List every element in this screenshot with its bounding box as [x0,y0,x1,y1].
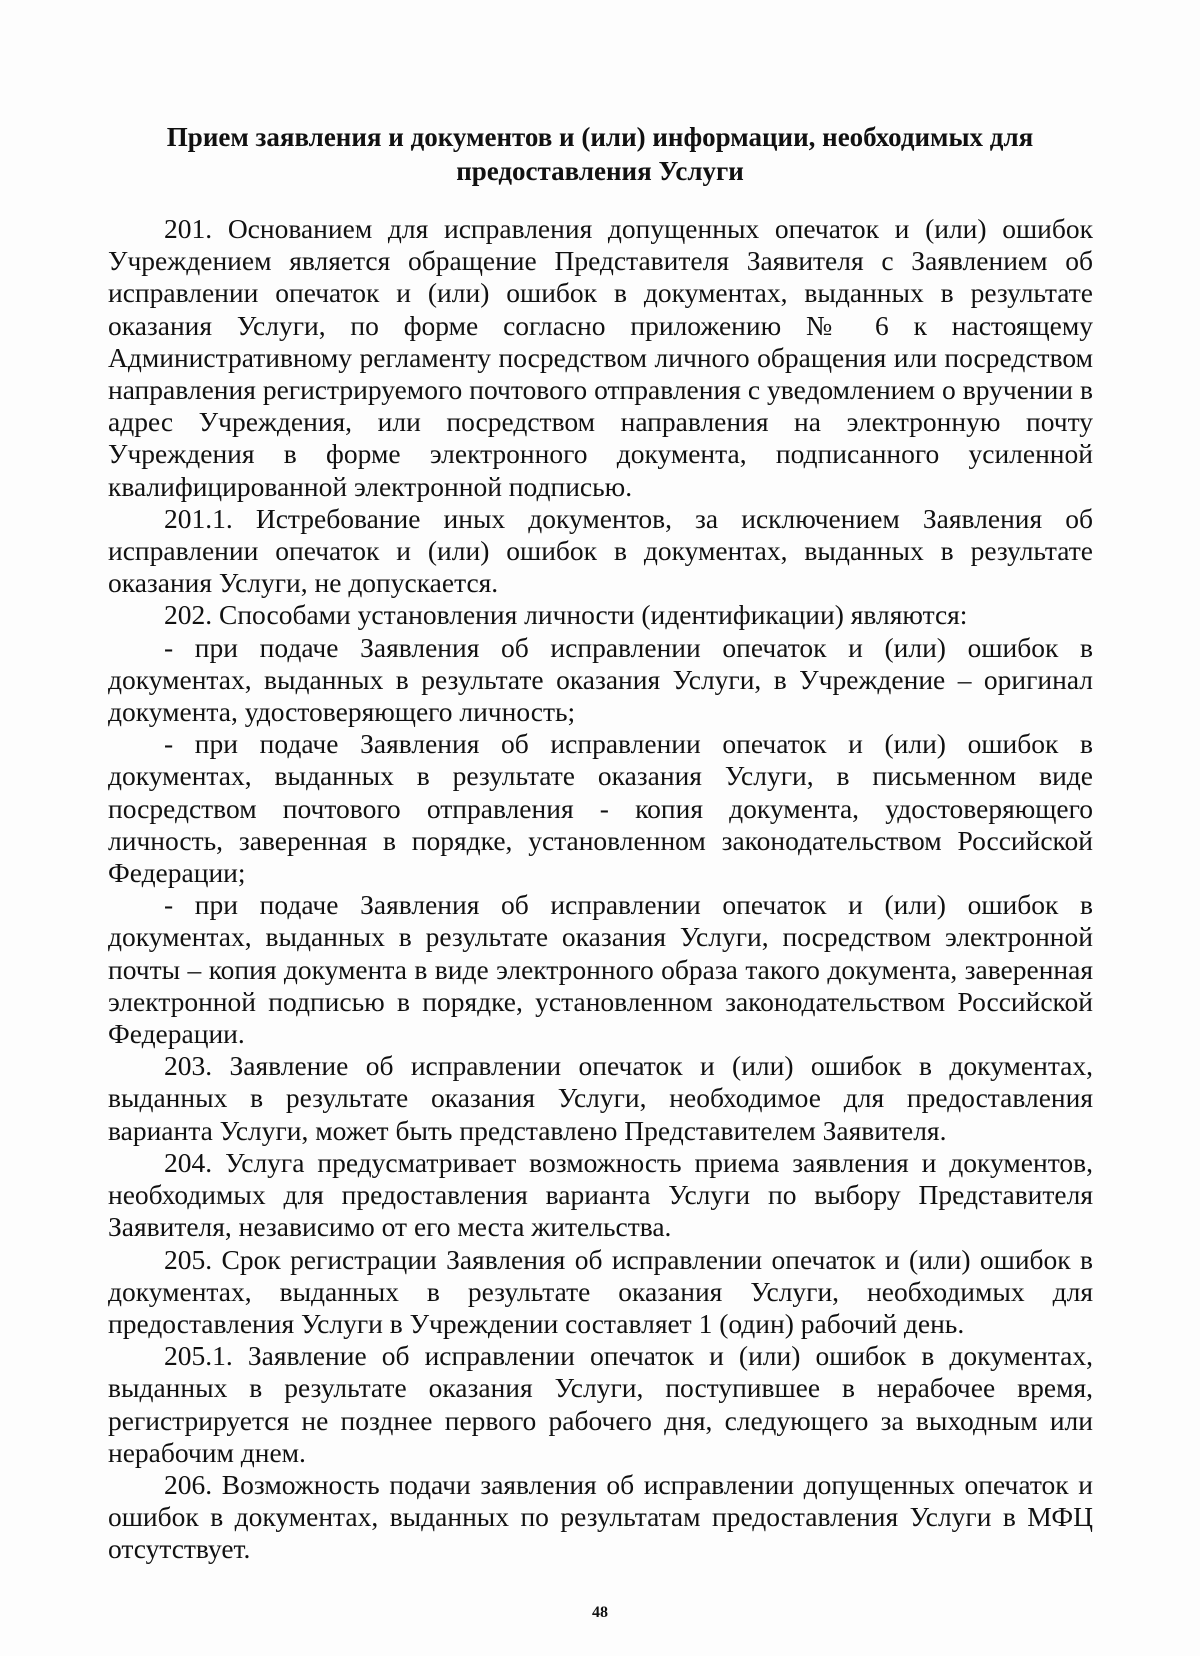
section-title [100,120,1100,188]
list-item-postal-submission: - при подаче Заявления об исправлении опечаток и (или) ошибок в документах, выданных в результате оказания Услуги, в письменном виде посредством почтового отправления - копия документа, удостоверяющего личность, заверенная в порядке, установленном законодательством Российской Федерации; [108,728,1093,889]
paragraph-203: 203. Заявление об исправлении опечаток и (или) ошибок в документах, выданных в результате оказания Услуги, необходимое для предоставления варианта Услуги, может быть представлено Представителем Заявителя. [108,1050,1093,1146]
paragraph-201-1: 201.1. Истребование иных документов, за исключением Заявления об исправлении опечаток и (или) ошибок в документах, выданных в результате оказания Услуги, не допускается. [108,502,1093,599]
section-title-line-1: Прием заявления и документов и (или) информации, необходимых для [166,122,1034,152]
paragraph-201: 201. Основанием для исправления допущенных опечаток и (или) ошибок Учреждением является обращение Представителя Заявителя с Заявлением об исправлении опечаток и (или) ошибок в документах, выданных в результате оказания Услуги, по форме согласно приложению № 6 к настоящему Административному регламенту посредством личного обращения или посредством направления регистрируемого почтового отправления с уведомлением о вручении в адрес Учреждения, или посредством направления на электронную почту Учреждения в форме электронного документа, подписанного усиленной квалифицированной электронной подписью. [108,213,1093,502]
paragraph-204: 204. Услуга предусматривает возможность приема заявления и документов, необходимых для предоставления варианта Услуги по выбору Представителя Заявителя, независимо от его места жительства. [108,1146,1093,1243]
paragraph-202: 202. Способами установления личности (идентификации) являются: [164,599,968,631]
section-title-line-2: предоставления Услуги [456,156,744,186]
document-body [108,213,1093,1566]
paragraph-206: 206. Возможность подачи заявления об исправлении допущенных опечаток и ошибок в документах, выданных по результатам предоставления Услуги в МФЦ отсутствует. [108,1468,1093,1565]
paragraph-205: 205. Срок регистрации Заявления об исправлении опечаток и (или) ошибок в документах, выданных в результате оказания Услуги, необходимых для предоставления Услуги в Учреждении составляет 1 (один) рабочий день. [108,1243,1093,1339]
page-number: 48 [592,1604,608,1621]
paragraph-205-1: 205.1. Заявление об исправлении опечаток и (или) ошибок в документах, выданных в результате оказания Услуги, поступившее в нерабочее время, регистрируется не позднее первого рабочего дня, следующего за выходным или нерабочим днем. [108,1340,1093,1468]
list-item-email-submission: - при подаче Заявления об исправлении опечаток и (или) ошибок в документах, выданных в результате оказания Услуги, посредством электронной почты – копия документа в виде электронного образа такого документа, заверенная электронной подписью в порядке, установленном законодательством Российской Федерации. [108,889,1093,1050]
list-item-personal-submission: - при подаче Заявления об исправлении опечаток и (или) ошибок в документах, выданных в результате оказания Услуги, в Учреждение – оригинал документа, удостоверяющего личность; [108,631,1093,728]
